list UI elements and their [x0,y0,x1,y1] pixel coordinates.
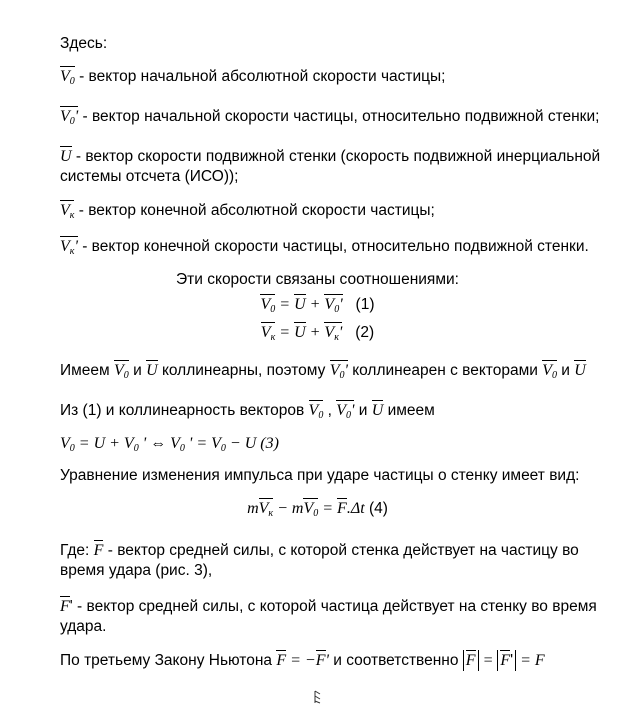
equation-4: $mV_к - mV_0 = F.\Delta t$ (4) [247,500,388,519]
vec-vk-prime: $V_к'$ [60,238,78,257]
impulse-line: Уравнение изменения импульса при ударе частицы о стенку имеет вид: [60,467,580,484]
def-vk: $V_к$ - вектор конечной абсолютной скорости частицы; [60,202,435,221]
collinear-line: Имеем $V_0$ и U коллинеарны, поэтому $V_0'$ коллинеарен с векторами $V_0$ и U [60,362,586,381]
newton-line: По третьему Закону Ньютона F = −F' и соответственно F = F' = F [60,652,545,669]
where-f: Где: F - вектор средней силы, с которой стенка действует на частицу во время удара (рис. 3), [60,542,579,579]
def-vk-prime: $V_к'$ - вектор конечной скорости частицы, относительно подвижной стенки. [60,238,589,257]
equation-2: $V_к = U + V_к'$ (2) [260,324,375,343]
vec-v0: $V_0$ [60,68,75,87]
equation-3: $V_0 = U + V_0$ ' ⇔ $V_0$ ' = $V_0 - U$ (3) [60,435,279,454]
equation-1: $V_0 = U + V_0'$ (1) [260,296,375,315]
from1-line: Из (1) и коллинеарность векторов $V_0$ , $V_0'$ и U имеем [60,402,435,421]
related-heading: Эти скорости связаны соотношениями: [176,271,459,288]
vec-vk: $V_к$ [60,202,75,221]
label-here: Здесь: [60,35,108,52]
def-v0: $V_0$ - вектор начальной абсолютной скорости частицы; [60,68,446,87]
def-v0-prime: $V_0'$ - вектор начальной скорости частицы, относительно подвижной стенки; [60,108,600,127]
vec-u: U [60,148,72,165]
text-cursor-icon [312,690,322,704]
f-prime-def: F' - вектор средней силы, с которой частица действует на стенку во время удара. [60,598,597,635]
vec-v0-prime: $V_0'$ [60,108,79,127]
def-u: U - вектор скорости подвижной стенки (скорость подвижной инерциальной системы отсчета (ИСО)); [60,148,601,185]
